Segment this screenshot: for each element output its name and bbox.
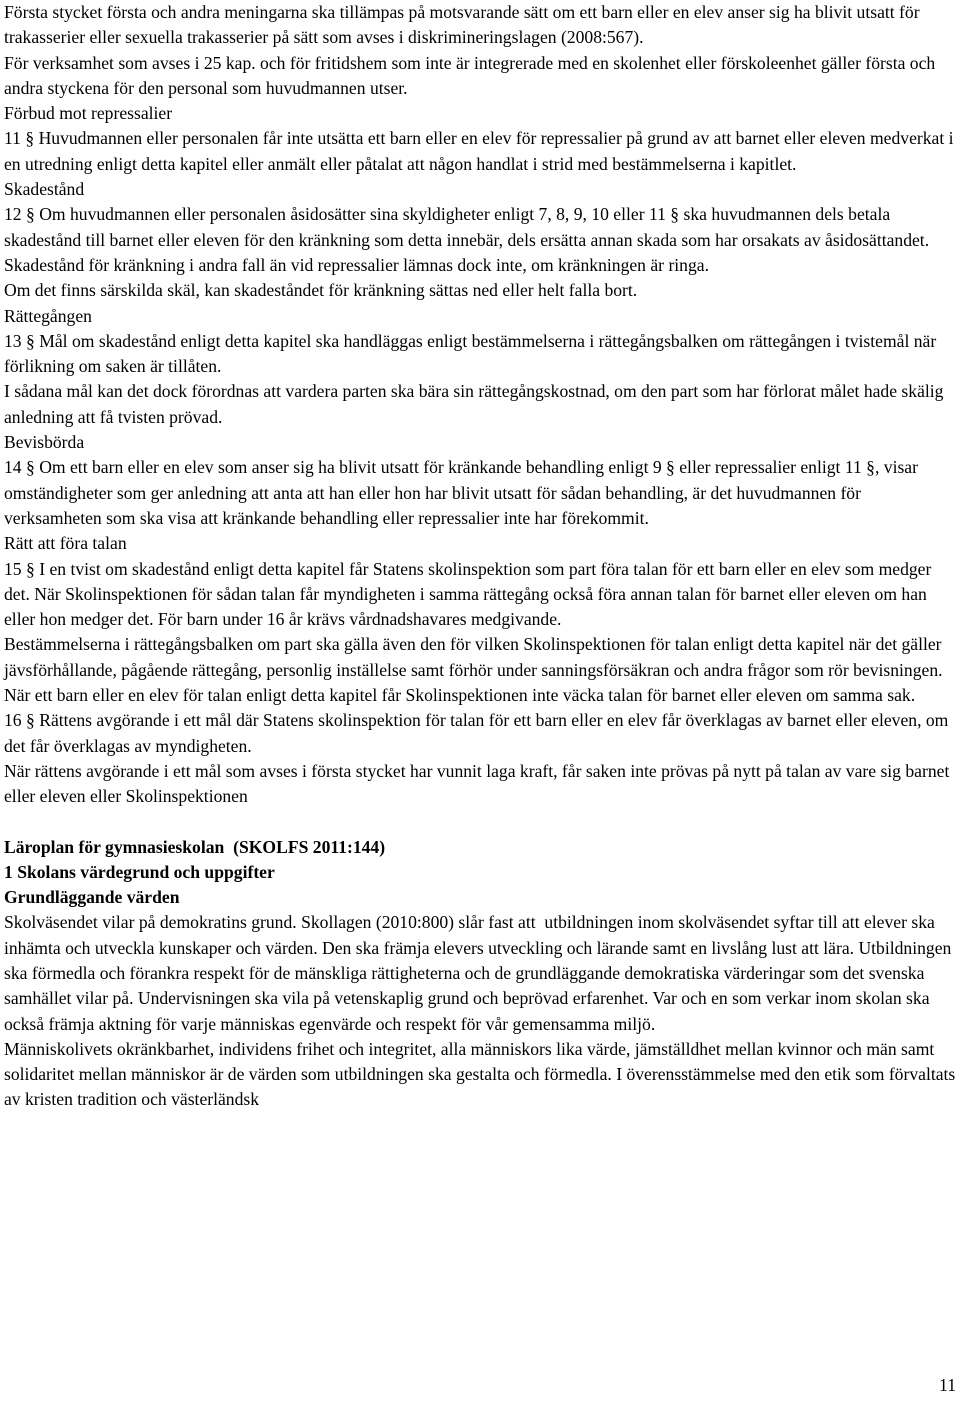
section-sign: § [26,457,35,478]
section-paragraph [4,329,958,380]
section-text: Om huvudmannen eller personalen åsidosätter sina skyldigheter enligt 7, 8, 9, 10 eller 11 § ska huvudmannen dels betala skadestånd till barnet eller eleven för den kränkning som detta innebär, dels ersätta annan skada som har orsakats av åsidosättandet. Skadestånd för kränkning i andra fall än vid repressalier lämnas dock inte, om kränkningen är ringa. [4,204,930,275]
document-body-top [4,0,958,810]
section-paragraph [4,126,958,177]
chapter-heading: 1 Skolans värdegrund och uppgifter [4,861,275,882]
paragraph: Människolivets okränkbarhet, individens frihet och integritet, alla människors lika värde, jämställdhet mellan kvinnor och män samt solidaritet mellan människor är de värden som utbildningen ska gestalta och förmedla. I överensstämmelse med den etik som förvaltats av kristen tradition och västerländsk [4,1038,956,1110]
section-number: 14 [4,457,22,478]
section-text: Om ett barn eller en elev som anser sig ha blivit utsatt för kränkande behandling enligt 9 § eller repressalier enligt 11 §, visar omständigheter som ger anledning att anta att han eller hon har blivit utsatt för sådan behandling, är det huvudmannen för verksamheten som ska visa att kränkande behandling eller repressalier inte har förekommit. [4,457,918,528]
document-title-heading: Läroplan för gymnasieskolan (SKOLFS 2011:144) [4,836,386,857]
paragraph: I sådana mål kan det dock förordnas att vardera parten ska bära sin rättegångskostnad, om den part som har förlorat målet hade skälig anledning att få tvisten prövad. [4,381,944,427]
section-heading: Rätt att föra talan [4,533,127,554]
blank-line [4,810,958,835]
section-paragraph [4,202,958,278]
page-number: 11 [939,1375,956,1395]
section-text: Huvudmannen eller personalen får inte utsätta ett barn eller en elev för repressalier på grund av att barnet eller eleven medverkat i en utredning enligt detta kapitel eller anmält eller påtalat att någon handlat i strid med bestämmelserna i kapitlet. [4,128,954,174]
section-number: 16 [4,710,22,731]
paragraph: Bestämmelserna i rättegångsbalken om part ska gälla även den för vilken Skolinspektionen för talan enligt detta kapitel när det gäller jävsförhållande, pågående rättegång, personlig inställelse samt förhör under sanningsförsäkran och andra frågor som rör bevisningen. [4,634,943,680]
section-text: Mål om skadestånd enligt detta kapitel ska handläggas enligt bestämmelserna i rättegångsbalken om rättegången i tvistemål när förlikning om saken är tillåten. [4,330,937,377]
section-number: 12 [4,204,22,225]
section-paragraph [4,708,958,759]
paragraph: Första stycket första och andra meningarna ska tillämpas på motsvarande sätt om ett barn eller en elev anser sig ha blivit utsatt för trakasserier eller sexuella trakasserier på sätt som avses i diskrimineringslagen (2008:567). [4,2,920,48]
paragraph: När rättens avgörande i ett mål som avses i första stycket har vunnit laga kraft, får saken inte prövas på nytt på talan av vare sig barnet eller eleven eller Skolinspektionen [4,760,950,807]
section-sign: § [26,204,35,225]
curriculum-section [4,835,958,1113]
paragraph: För verksamhet som avses i 25 kap. och för fritidshem som inte är integrerade med en skolenhet eller förskoleenhet gäller första och andra styckena för den personal som huvudmannen utser. [4,52,936,98]
section-paragraph [4,455,958,531]
section-number: 15 [4,558,22,579]
paragraph: Om det finns särskilda skäl, kan skadeståndet för kränkning sättas ned eller helt falla bort. [4,280,638,301]
section-heading: Bevisbörda [4,432,85,453]
section-number: 13 [4,330,22,351]
section-text: Rättens avgörande i ett mål där Statens skolinspektion för talan för ett barn eller en elev får överklagas av barnet eller eleven, om det får överklagas av myndigheten. [4,710,949,756]
section-heading: Skadestånd [4,179,85,200]
paragraph: När ett barn eller en elev för talan enligt detta kapitel får Skolinspektionen inte väcka talan för barnet eller eleven om samma sak. [4,685,916,706]
section-sign: § [26,558,35,579]
document-page [4,0,958,1113]
section-heading: Förbud mot repressalier [4,103,173,124]
section-heading: Rättegången [4,305,92,326]
section-sign: § [26,330,35,351]
paragraph: Skolväsendet vilar på demokratins grund. Skollagen (2010:800) slår fast att utbildningen inom skolväsendet syftar till att elever ska inhämta och utveckla kunskaper och värden. Den ska främja elevers utveckling och lärande samt en livslång lust att lära. Utbildningen ska förmedla och förankra respekt för de mänskliga rättigheterna och de grundläggande demokratiska värderingar som det svenska samhället vilar på. Undervisningen ska vila på vetenskaplig grund och beprövad erfarenhet. Var och en som verkar inom skolan ska också främja aktning för varje människas egenvärde och respekt för vår gemensamma miljö. [4,912,956,1034]
section-text: I en tvist om skadestånd enligt detta kapitel får Statens skolinspektion som part föra talan för ett barn eller en elev som medger det. När Skolinspektionen för sådan talan får myndigheten i samma rättegång också föra annan talan för barnet eller eleven om han eller hon medger det. För barn under 16 år krävs vårdnadshavares medgivande. [4,558,932,630]
section-sign: § [26,710,35,731]
subsection-heading: Grundläggande värden [4,887,180,908]
section-paragraph [4,557,958,633]
section-sign: § [25,128,35,149]
section-number: 11 [4,128,21,149]
